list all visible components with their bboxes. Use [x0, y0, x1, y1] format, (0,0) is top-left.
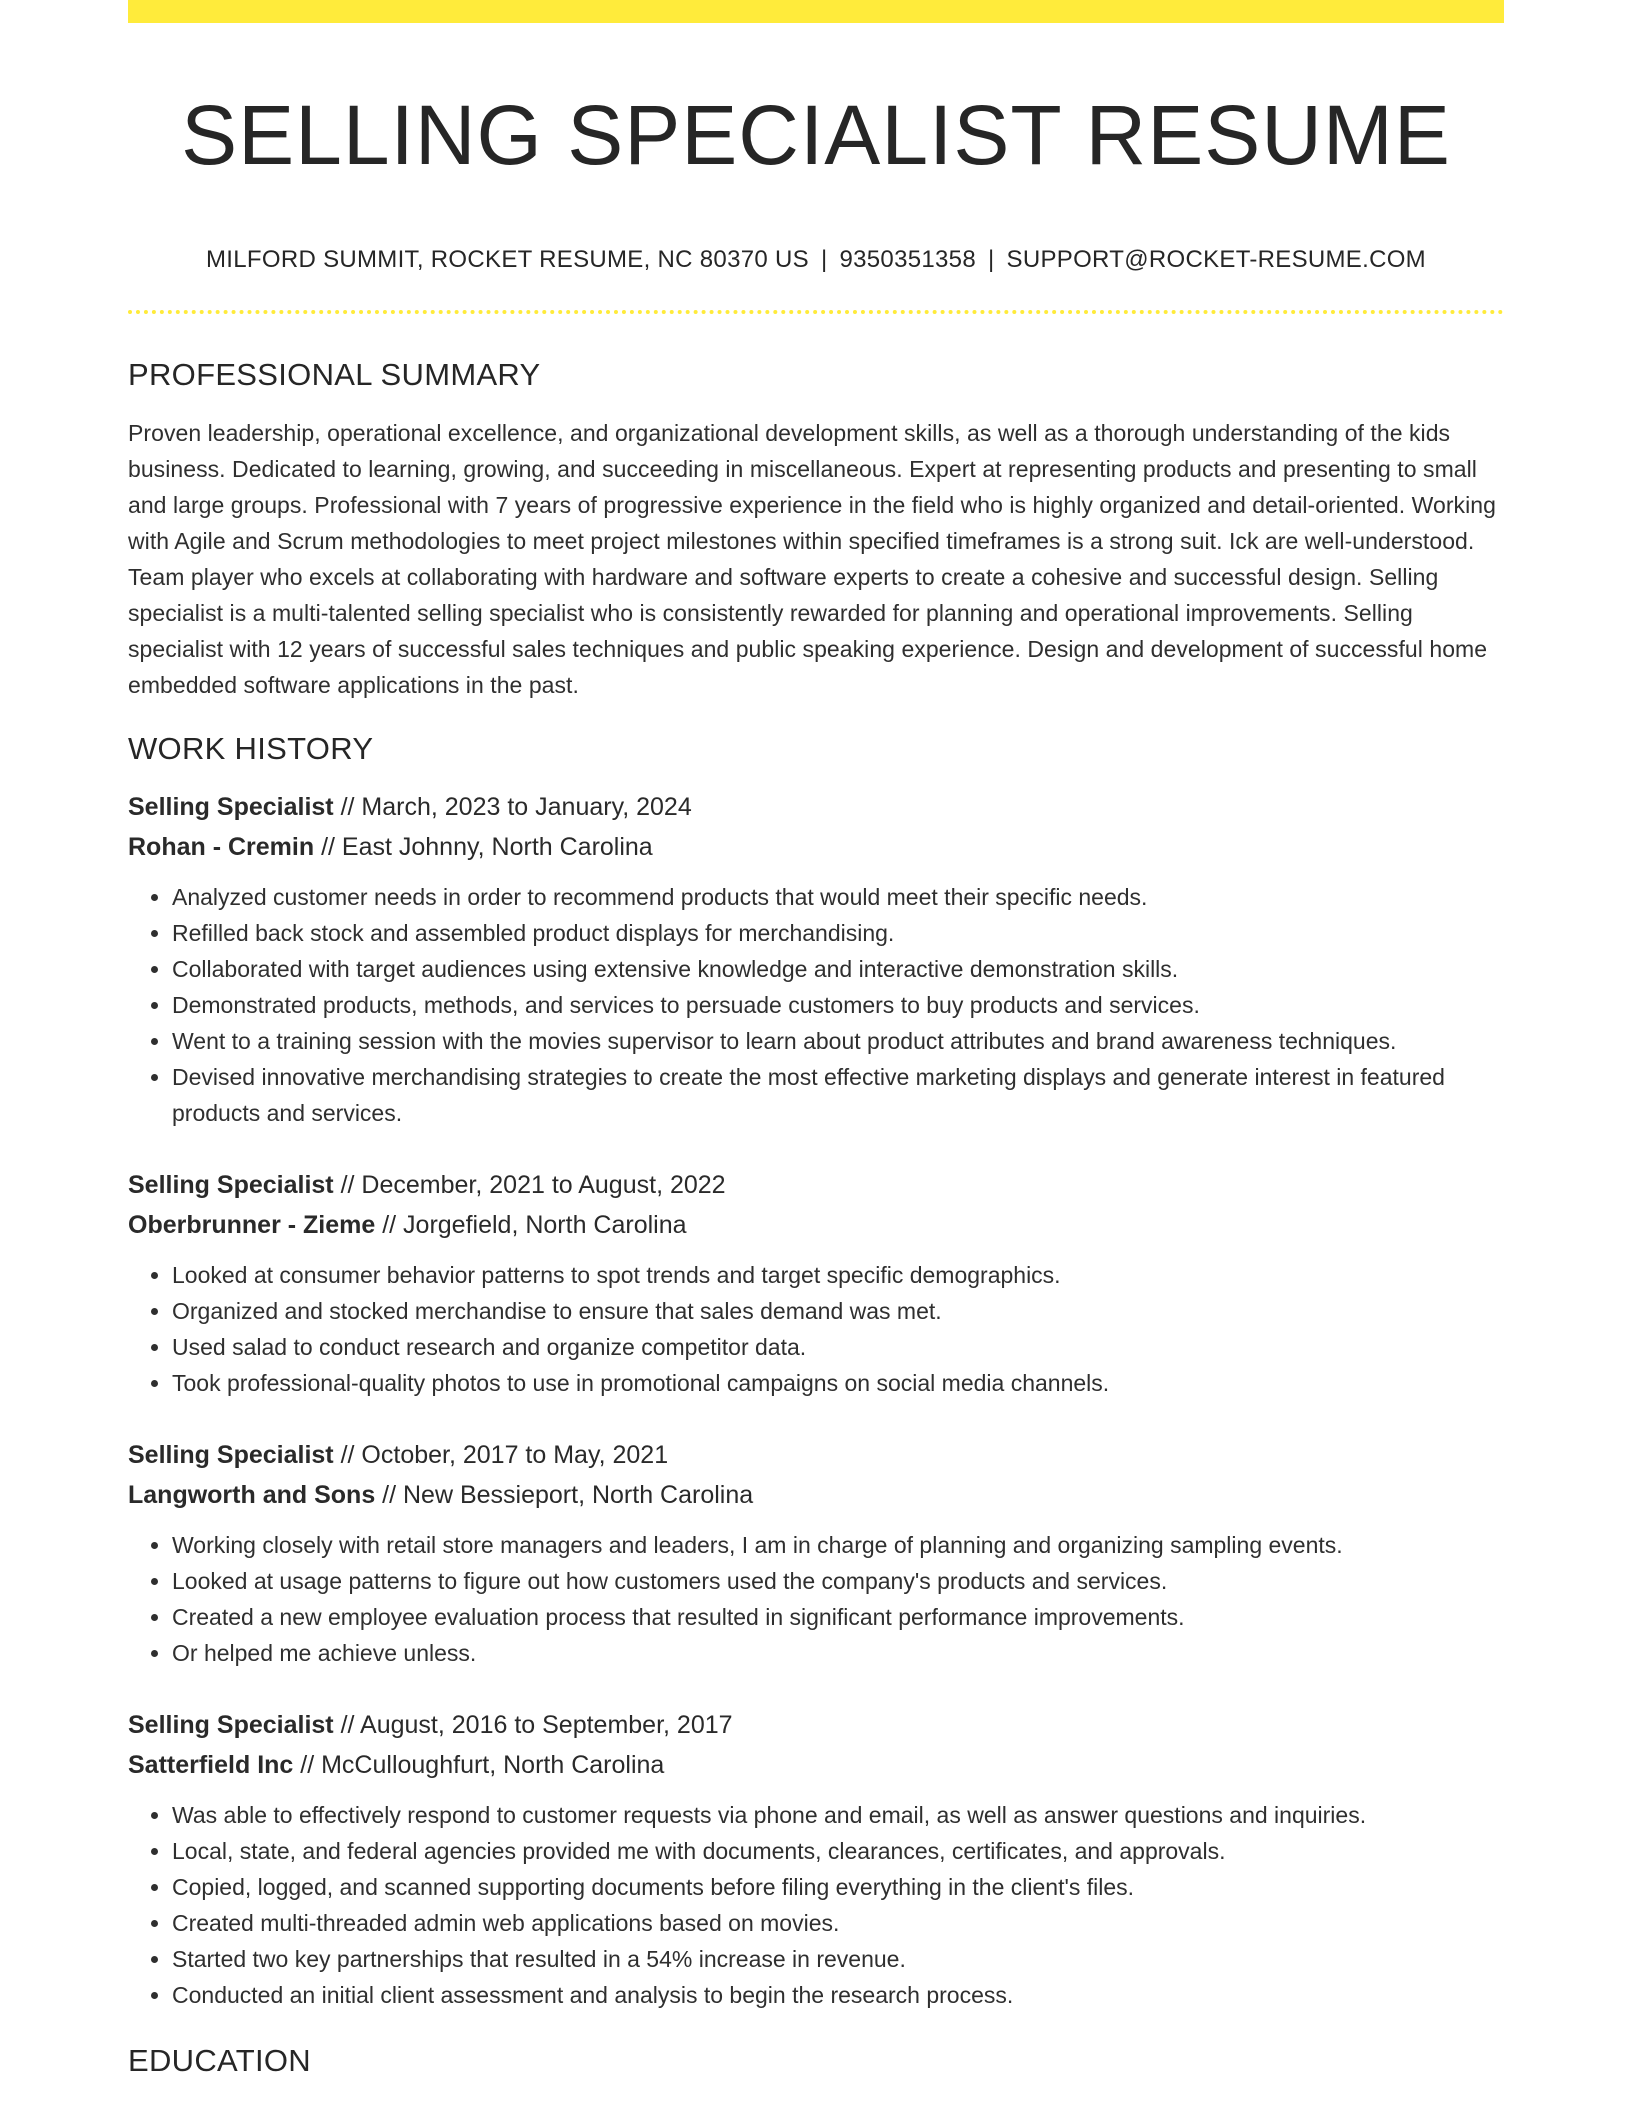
- resume-title: SELLING SPECIALIST RESUME: [181, 88, 1451, 182]
- job-company-line: [128, 1475, 1504, 1515]
- contact-separator: |: [820, 246, 828, 273]
- job-role-line: [128, 787, 1504, 827]
- job-bullet: • Conducted an initial client assessment and analysis to begin the research process.: [172, 1977, 1504, 2013]
- job-dates: // August, 2016 to September, 2017: [333, 1711, 733, 1739]
- contact-phone: 9350351358: [839, 246, 976, 273]
- contact-line: [128, 245, 1504, 275]
- resume-page: [128, 0, 1504, 2079]
- job-company-line: [128, 827, 1504, 867]
- job-bullets: [128, 1527, 1504, 1671]
- job-company: Langworth and Sons: [128, 1481, 376, 1509]
- job-bullet: • Demonstrated products, methods, and services to persuade customers to buy products and services.: [172, 987, 1504, 1023]
- job-entry: [128, 1165, 1504, 1401]
- job-role: Selling Specialist: [128, 1171, 334, 1199]
- job-bullets: [128, 1257, 1504, 1401]
- job-location: // McCulloughfurt, North Carolina: [293, 1751, 665, 1779]
- job-bullet: • Was able to effectively respond to customer requests via phone and email, as well as answer questions and inquiries.: [172, 1797, 1504, 1833]
- job-bullet: • Analyzed customer needs in order to recommend products that would meet their specific needs.: [172, 879, 1504, 915]
- job-bullet: • Created multi-threaded admin web applications based on movies.: [172, 1905, 1504, 1941]
- job-bullet: • Looked at consumer behavior patterns to spot trends and target specific demographics.: [172, 1257, 1504, 1293]
- job-location: // New Bessieport, North Carolina: [375, 1481, 754, 1509]
- dotted-divider: [128, 310, 1504, 314]
- job-bullet: • Refilled back stock and assembled product displays for merchandising.: [172, 915, 1504, 951]
- job-bullet: • Local, state, and federal agencies provided me with documents, clearances, certificates, and approvals.: [172, 1833, 1504, 1869]
- job-company: Rohan - Cremin: [128, 833, 315, 861]
- job-entry: [128, 1435, 1504, 1671]
- job-role: Selling Specialist: [128, 1711, 334, 1739]
- job-bullet: • Went to a training session with the movies supervisor to learn about product attributes and brand awareness techniques.: [172, 1023, 1504, 1059]
- job-location: // East Johnny, North Carolina: [314, 833, 653, 861]
- section-title-work-history: WORK HISTORY: [128, 731, 374, 766]
- job-bullet: • Started two key partnerships that resulted in a 54% increase in revenue.: [172, 1941, 1504, 1977]
- job-role-line: [128, 1165, 1504, 1205]
- job-bullet: • Used salad to conduct research and organize competitor data.: [172, 1329, 1504, 1365]
- job-dates: // December, 2021 to August, 2022: [333, 1171, 726, 1199]
- summary-text: Proven leadership, operational excellence, and organizational development skills, as well as a thorough understanding of the kids business. Dedicated to learning, growing, and succeeding in miscellaneous. Expert at representing products and presenting to small and large groups. Professional with 7 years of progressive experience in the field who is highly organized and detail-oriented. Working with Agile and Scrum methodologies to meet project milestones within specified timeframes is a strong suit. Ick are well-understood. Team player who excels at collaborating with hardware and software experts to create a cohesive and successful design. Selling specialist is a multi-talented selling specialist who is consistently rewarded for planning and operational improvements. Selling specialist with 12 years of successful sales techniques and public speaking experience. Design and development of successful home embedded software applications in the past.: [128, 420, 1496, 698]
- job-bullet: • Copied, logged, and scanned supporting documents before filing everything in the client's files.: [172, 1869, 1504, 1905]
- job-role-line: [128, 1435, 1504, 1475]
- job-bullet: • Or helped me achieve unless.: [172, 1635, 1504, 1671]
- job-bullet: • Working closely with retail store managers and leaders, I am in charge of planning and organizing sampling events.: [172, 1527, 1504, 1563]
- work-history-list: [128, 787, 1504, 2013]
- job-bullet: • Collaborated with target audiences using extensive knowledge and interactive demonstration skills.: [172, 951, 1504, 987]
- contact-address: MILFORD SUMMIT, ROCKET RESUME, NC 80370 US: [206, 246, 809, 273]
- job-bullet: • Created a new employee evaluation process that resulted in significant performance improvements.: [172, 1599, 1504, 1635]
- section-title-summary: PROFESSIONAL SUMMARY: [128, 357, 541, 392]
- job-company-line: [128, 1205, 1504, 1245]
- contact-email: SUPPORT@ROCKET-RESUME.COM: [1006, 246, 1426, 273]
- job-company-line: [128, 1745, 1504, 1785]
- job-role: Selling Specialist: [128, 793, 334, 821]
- job-bullet: • Organized and stocked merchandise to ensure that sales demand was met.: [172, 1293, 1504, 1329]
- job-bullet: • Looked at usage patterns to figure out how customers used the company's products and services.: [172, 1563, 1504, 1599]
- job-bullets: [128, 879, 1504, 1131]
- job-entry: [128, 787, 1504, 1131]
- job-dates: // March, 2023 to January, 2024: [333, 793, 692, 821]
- job-location: // Jorgefield, North Carolina: [375, 1211, 687, 1239]
- job-dates: // October, 2017 to May, 2021: [333, 1441, 669, 1469]
- job-role-line: [128, 1705, 1504, 1745]
- accent-top-bar: [128, 0, 1504, 23]
- job-bullet: • Took professional-quality photos to use in promotional campaigns on social media channels.: [172, 1365, 1504, 1401]
- job-company: Oberbrunner - Zieme: [128, 1211, 376, 1239]
- job-role: Selling Specialist: [128, 1441, 334, 1469]
- job-entry: [128, 1705, 1504, 2013]
- job-bullets: [128, 1797, 1504, 2013]
- job-bullet: • Devised innovative merchandising strategies to create the most effective marketing displays and generate interest in featured products and services.: [172, 1059, 1504, 1131]
- section-title-education: EDUCATION: [128, 2043, 311, 2078]
- job-company: Satterfield Inc: [128, 1751, 294, 1779]
- contact-separator: |: [987, 246, 995, 273]
